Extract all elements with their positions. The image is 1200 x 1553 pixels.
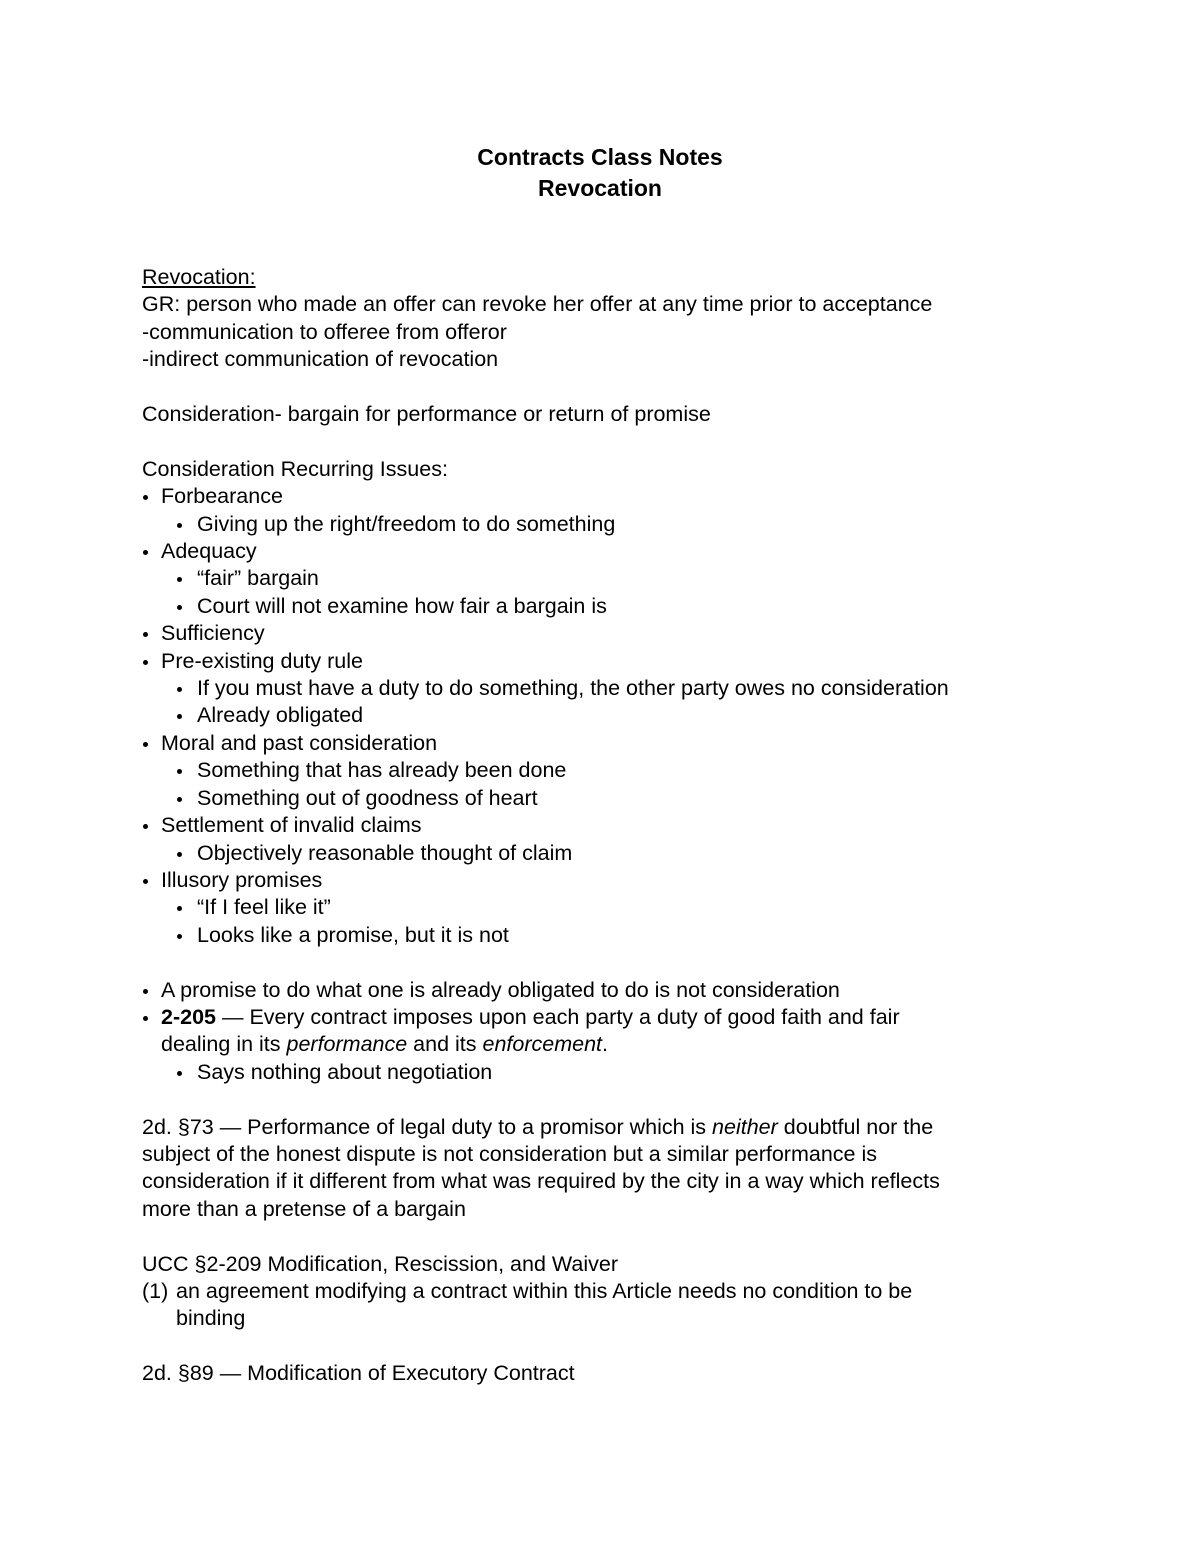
code-text-c: and its bbox=[407, 1032, 483, 1057]
sub-bullet-adequacy-1: “fair” bargain bbox=[142, 565, 1042, 592]
bullet-adequacy: Adequacy bbox=[142, 538, 1042, 565]
spacer bbox=[142, 1333, 1042, 1360]
sub-bullet-forbearance-1: Giving up the right/freedom to do something bbox=[142, 511, 1042, 538]
section-89-heading: 2d. §89 — Modification of Executory Contract bbox=[142, 1361, 575, 1386]
bullet-settlement: Settlement of invalid claims bbox=[142, 812, 1042, 839]
bullet-forbearance: Forbearance bbox=[142, 483, 1042, 510]
sub-bullet-preexisting-2: Already obligated bbox=[142, 702, 1042, 729]
spacer bbox=[142, 1086, 1042, 1113]
revocation-note-indirect: -indirect communication of revocation bbox=[142, 347, 499, 372]
ucc-heading: UCC §2-209 Modification, Rescission, and Waiver bbox=[142, 1251, 618, 1276]
sub-bullet-adequacy-2: Court will not examine how fair a bargain is bbox=[142, 593, 1042, 620]
sub-bullet-illusory-2: Looks like a promise, but it is not bbox=[142, 922, 1042, 949]
code-emphasis-performance: performance bbox=[286, 1032, 408, 1057]
section-73-line-2: subject of the honest dispute is not consideration but a similar performance is bbox=[142, 1141, 877, 1166]
spacer bbox=[142, 428, 1042, 455]
code-emphasis-enforcement: enforcement bbox=[482, 1032, 603, 1057]
bullet-preexisting-duty: Pre-existing duty rule bbox=[142, 648, 1042, 675]
spacer bbox=[142, 374, 1042, 401]
page-title: Contracts Class Notes bbox=[477, 144, 723, 170]
sub-bullet-negotiation: Says nothing about negotiation bbox=[142, 1059, 1042, 1086]
bullet-illusory: Illusory promises bbox=[142, 867, 1042, 894]
revocation-note-direct: -communication to offeree from offeror bbox=[142, 319, 507, 344]
bullet-code-2-205 bbox=[142, 1004, 1042, 1031]
section-73-line-4: more than a pretense of a bargain bbox=[142, 1196, 466, 1221]
ucc-item-1 bbox=[142, 1278, 1042, 1305]
document-body bbox=[142, 264, 1042, 1388]
page-subtitle: Revocation bbox=[538, 175, 662, 201]
sub-bullet-settlement-1: Objectively reasonable thought of claim bbox=[142, 840, 1042, 867]
spacer bbox=[142, 1223, 1042, 1250]
code-2-205-continuation bbox=[142, 1031, 1042, 1058]
section-73-text-b: doubtful nor the bbox=[777, 1114, 934, 1139]
code-text-d: . bbox=[602, 1032, 608, 1057]
title-block bbox=[0, 142, 1200, 204]
bullet-sufficiency: Sufficiency bbox=[142, 620, 1042, 647]
section-73-emphasis: neither bbox=[712, 1114, 778, 1139]
consideration-definition: Consideration- bargain for performance or return of promise bbox=[142, 402, 711, 427]
sub-bullet-moral-2: Something out of goodness of heart bbox=[142, 785, 1042, 812]
bullet-moral-past: Moral and past consideration bbox=[142, 730, 1042, 757]
issues-heading: Consideration Recurring Issues: bbox=[142, 456, 448, 481]
section-73-line-3: consideration if it different from what was required by the city in a way which reflects bbox=[142, 1169, 940, 1194]
code-number: 2-205 bbox=[161, 1004, 216, 1029]
spacer bbox=[142, 949, 1042, 976]
ucc-item-1-continuation: binding bbox=[176, 1306, 246, 1331]
sub-bullet-illusory-1: “If I feel like it” bbox=[142, 894, 1042, 921]
ucc-item-number: (1) bbox=[142, 1278, 169, 1303]
section-73-line-1 bbox=[142, 1114, 1042, 1141]
code-text-a: — Every contract imposes upon each party a duty of good faith and fair bbox=[216, 1004, 900, 1029]
revocation-heading: Revocation: bbox=[142, 265, 256, 289]
ucc-item-text: an agreement modifying a contract within this Article needs no condition to be bbox=[176, 1278, 913, 1303]
bullet-promise-obligated: A promise to do what one is already obligated to do is not consideration bbox=[142, 977, 1042, 1004]
sub-bullet-moral-1: Something that has already been done bbox=[142, 757, 1042, 784]
section-73-text-a: 2d. §73 — Performance of legal duty to a promisor which is bbox=[142, 1114, 713, 1139]
code-text-b: dealing in its bbox=[161, 1032, 287, 1057]
revocation-general-rule: GR: person who made an offer can revoke her offer at any time prior to acceptance bbox=[142, 292, 933, 317]
sub-bullet-preexisting-1: If you must have a duty to do something, the other party owes no consideration bbox=[142, 675, 1042, 702]
